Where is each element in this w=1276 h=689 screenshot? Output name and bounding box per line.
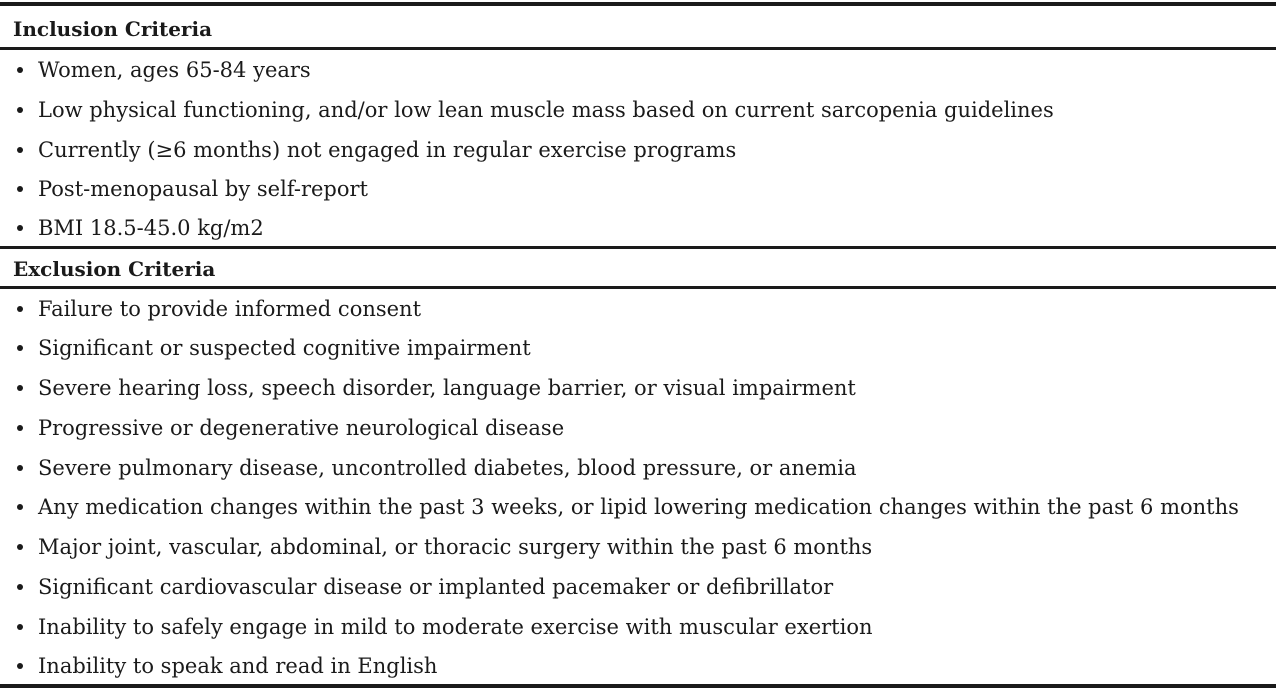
inclusion-item-text: BMI 18.5-45.0 kg/m2 xyxy=(38,216,264,240)
exclusion-item xyxy=(0,368,856,408)
bullet-icon xyxy=(17,345,23,351)
inclusion-item-text: Low physical functioning, and/or low lean muscle mass based on current sarcopenia guidelines xyxy=(38,98,1054,122)
inclusion-item xyxy=(0,90,1054,130)
bullet-icon xyxy=(17,663,23,669)
section-separator-rule xyxy=(0,246,1276,249)
exclusion-item-text: Inability to safely engage in mild to moderate exercise with muscular exertion xyxy=(38,615,873,639)
bullet-icon xyxy=(17,584,23,590)
exclusion-item-text: Significant cardiovascular disease or implanted pacemaker or defibrillator xyxy=(38,575,834,599)
exclusion-item xyxy=(0,567,833,607)
exclusion-item-text: Any medication changes within the past 3 weeks, or lipid lowering medication changes within the past 6 months xyxy=(38,495,1239,519)
exclusion-item xyxy=(0,328,531,368)
bottom-rule xyxy=(0,684,1276,688)
bullet-icon xyxy=(17,385,23,391)
exclusion-item xyxy=(0,607,872,647)
exclusion-item-text: Inability to speak and read in English xyxy=(38,654,438,678)
exclusion-item-text: Severe pulmonary disease, uncontrolled diabetes, blood pressure, or anemia xyxy=(38,456,857,480)
bullet-icon xyxy=(17,425,23,431)
inclusion-item xyxy=(0,50,311,90)
exclusion-item-text: Significant or suspected cognitive impairment xyxy=(38,336,531,360)
exclusion-item xyxy=(0,448,857,488)
bullet-icon xyxy=(17,544,23,550)
inclusion-item xyxy=(0,130,736,170)
bullet-icon xyxy=(17,306,23,312)
bullet-icon xyxy=(17,504,23,510)
bullet-icon xyxy=(17,107,23,113)
exclusion-title: Exclusion Criteria xyxy=(13,257,216,281)
exclusion-item xyxy=(0,408,564,448)
bullet-icon xyxy=(17,147,23,153)
inclusion-item xyxy=(0,208,264,248)
exclusion-item xyxy=(0,646,437,686)
inclusion-item-text: Currently (≥6 months) not engaged in regular exercise programs xyxy=(38,138,737,162)
inclusion-item-text: Post-menopausal by self-report xyxy=(38,177,368,201)
exclusion-item-text: Severe hearing loss, speech disorder, language barrier, or visual impairment xyxy=(38,376,856,400)
exclusion-item-text: Progressive or degenerative neurological disease xyxy=(38,416,565,440)
exclusion-item-text: Failure to provide informed consent xyxy=(38,297,422,321)
bullet-icon xyxy=(17,225,23,231)
exclusion-item xyxy=(0,289,421,329)
bullet-icon xyxy=(17,624,23,630)
inclusion-item-text: Women, ages 65-84 years xyxy=(38,58,311,82)
inclusion-item xyxy=(0,169,368,209)
bullet-icon xyxy=(17,67,23,73)
top-rule xyxy=(0,2,1276,6)
bullet-icon xyxy=(17,465,23,471)
exclusion-item xyxy=(0,487,1239,527)
inclusion-title: Inclusion Criteria xyxy=(13,17,213,41)
bullet-icon xyxy=(17,186,23,192)
exclusion-item xyxy=(0,527,872,567)
exclusion-item-text: Major joint, vascular, abdominal, or thoracic surgery within the past 6 months xyxy=(38,535,873,559)
